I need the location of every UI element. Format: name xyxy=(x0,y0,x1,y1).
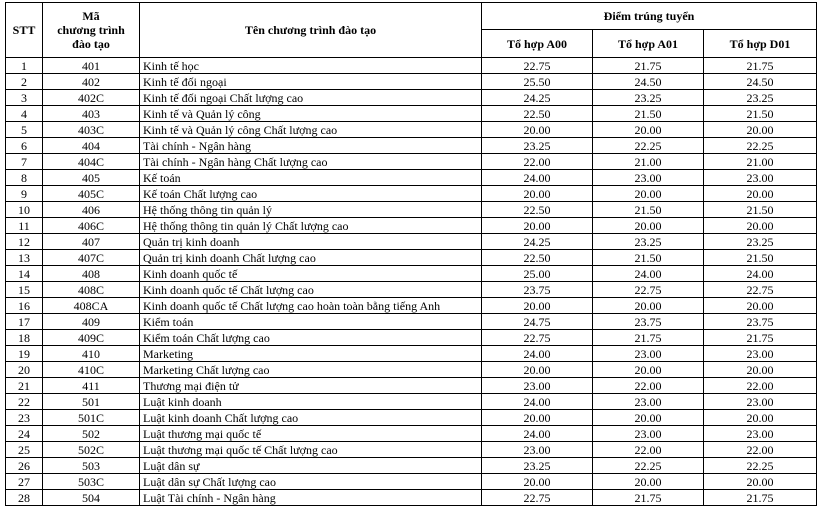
d01-header: Tổ hợp D01 xyxy=(704,30,817,58)
program-code-cell: 501 xyxy=(43,394,140,410)
program-code-cell: 408 xyxy=(43,266,140,282)
program-code-cell: 406 xyxy=(43,202,140,218)
a01-score-cell: 21.50 xyxy=(593,250,704,266)
a00-score-cell: 22.50 xyxy=(482,202,593,218)
header-row-1 xyxy=(6,3,817,30)
program-code-cell: 402C xyxy=(43,90,140,106)
table-row xyxy=(6,378,817,394)
d01-score-cell: 22.25 xyxy=(704,138,817,154)
program-name-cell: Kế toán xyxy=(140,170,482,186)
a01-score-cell: 21.50 xyxy=(593,202,704,218)
d01-score-cell: 23.00 xyxy=(704,394,817,410)
a00-header: Tổ hợp A00 xyxy=(482,30,593,58)
stt-cell: 4 xyxy=(6,106,43,122)
stt-cell: 23 xyxy=(6,410,43,426)
table-row xyxy=(6,122,817,138)
table-row xyxy=(6,186,817,202)
table-row xyxy=(6,154,817,170)
table-row xyxy=(6,298,817,314)
a01-score-cell: 20.00 xyxy=(593,410,704,426)
table-row xyxy=(6,250,817,266)
table-row xyxy=(6,266,817,282)
program-name-cell: Luật dân sự Chất lượng cao xyxy=(140,474,482,490)
program-name-cell: Luật kinh doanh xyxy=(140,394,482,410)
a00-score-cell: 22.00 xyxy=(482,154,593,170)
a01-score-cell: 21.00 xyxy=(593,154,704,170)
program-name-cell: Hệ thống thông tin quản lý xyxy=(140,202,482,218)
program-name-cell: Kinh doanh quốc tế Chất lượng cao hoàn toàn bằng tiếng Anh xyxy=(140,298,482,314)
program-code-cell: 504 xyxy=(43,490,140,506)
program-code-cell: 502C xyxy=(43,442,140,458)
program-code-cell: 403C xyxy=(43,122,140,138)
program-name-cell: Luật dân sự xyxy=(140,458,482,474)
a01-score-cell: 20.00 xyxy=(593,218,704,234)
a00-score-cell: 20.00 xyxy=(482,474,593,490)
a01-score-cell: 24.50 xyxy=(593,74,704,90)
program-code-header-line-3: đào tạo xyxy=(72,37,110,51)
stt-cell: 26 xyxy=(6,458,43,474)
table-row xyxy=(6,410,817,426)
table-row xyxy=(6,58,817,74)
a00-score-cell: 20.00 xyxy=(482,298,593,314)
d01-score-cell: 24.50 xyxy=(704,74,817,90)
program-name-cell: Thương mại điện tử xyxy=(140,378,482,394)
a00-score-cell: 20.00 xyxy=(482,186,593,202)
d01-score-cell: 21.50 xyxy=(704,202,817,218)
program-code-cell: 410 xyxy=(43,346,140,362)
stt-cell: 21 xyxy=(6,378,43,394)
program-name-cell: Kinh tế đối ngoại Chất lượng cao xyxy=(140,90,482,106)
table-row xyxy=(6,330,817,346)
a01-score-cell: 23.00 xyxy=(593,170,704,186)
d01-score-cell: 21.75 xyxy=(704,58,817,74)
admission-scores-table xyxy=(5,2,817,506)
a01-score-cell: 20.00 xyxy=(593,362,704,378)
d01-score-cell: 21.50 xyxy=(704,250,817,266)
d01-score-cell: 23.25 xyxy=(704,234,817,250)
d01-score-cell: 21.50 xyxy=(704,106,817,122)
program-code-cell: 405C xyxy=(43,186,140,202)
table-row xyxy=(6,282,817,298)
program-name-cell: Kinh doanh quốc tế Chất lượng cao xyxy=(140,282,482,298)
program-name-cell: Kinh doanh quốc tế xyxy=(140,266,482,282)
a01-score-cell: 22.25 xyxy=(593,138,704,154)
a00-score-cell: 22.50 xyxy=(482,106,593,122)
table-row xyxy=(6,218,817,234)
d01-score-cell: 21.75 xyxy=(704,490,817,506)
program-code-cell: 409C xyxy=(43,330,140,346)
program-name-cell: Marketing Chất lượng cao xyxy=(140,362,482,378)
stt-cell: 18 xyxy=(6,330,43,346)
a00-score-cell: 22.75 xyxy=(482,490,593,506)
a01-score-cell: 21.50 xyxy=(593,106,704,122)
table-body xyxy=(6,58,817,506)
stt-cell: 2 xyxy=(6,74,43,90)
stt-cell: 14 xyxy=(6,266,43,282)
table-row xyxy=(6,90,817,106)
a01-score-cell: 21.75 xyxy=(593,490,704,506)
a00-score-cell: 23.00 xyxy=(482,442,593,458)
program-name-cell: Kinh tế và Quản lý công Chất lượng cao xyxy=(140,122,482,138)
stt-cell: 6 xyxy=(6,138,43,154)
d01-score-cell: 24.00 xyxy=(704,266,817,282)
program-name-cell: Luật thương mại quốc tế xyxy=(140,426,482,442)
program-name-header: Tên chương trình đào tạo xyxy=(140,3,482,58)
program-name-cell: Hệ thống thông tin quản lý Chất lượng cao xyxy=(140,218,482,234)
a00-score-cell: 23.75 xyxy=(482,282,593,298)
d01-score-cell: 20.00 xyxy=(704,474,817,490)
d01-score-cell: 23.00 xyxy=(704,170,817,186)
stt-cell: 8 xyxy=(6,170,43,186)
a01-score-cell: 24.00 xyxy=(593,266,704,282)
a00-score-cell: 20.00 xyxy=(482,362,593,378)
d01-score-cell: 22.00 xyxy=(704,442,817,458)
stt-cell: 11 xyxy=(6,218,43,234)
score-group-header: Điểm trúng tuyển xyxy=(482,3,817,30)
a01-score-cell: 22.75 xyxy=(593,282,704,298)
program-code-header xyxy=(43,3,140,58)
program-code-cell: 503C xyxy=(43,474,140,490)
a01-score-cell: 23.25 xyxy=(593,90,704,106)
d01-score-cell: 20.00 xyxy=(704,362,817,378)
a01-score-cell: 20.00 xyxy=(593,474,704,490)
stt-cell: 27 xyxy=(6,474,43,490)
table-row xyxy=(6,394,817,410)
d01-score-cell: 22.25 xyxy=(704,458,817,474)
table-row xyxy=(6,346,817,362)
table-row xyxy=(6,170,817,186)
program-name-cell: Kinh tế và Quản lý công xyxy=(140,106,482,122)
table-row xyxy=(6,458,817,474)
a00-score-cell: 22.50 xyxy=(482,250,593,266)
a00-score-cell: 23.25 xyxy=(482,458,593,474)
a01-score-cell: 21.75 xyxy=(593,330,704,346)
program-code-cell: 404 xyxy=(43,138,140,154)
program-name-cell: Quản trị kinh doanh xyxy=(140,234,482,250)
a01-score-cell: 22.00 xyxy=(593,378,704,394)
table-row xyxy=(6,138,817,154)
a00-score-cell: 23.00 xyxy=(482,378,593,394)
d01-score-cell: 23.00 xyxy=(704,426,817,442)
program-name-cell: Luật kinh doanh Chất lượng cao xyxy=(140,410,482,426)
program-name-cell: Tài chính - Ngân hàng xyxy=(140,138,482,154)
a01-score-cell: 23.25 xyxy=(593,234,704,250)
program-name-cell: Kiểm toán xyxy=(140,314,482,330)
a01-score-cell: 23.75 xyxy=(593,314,704,330)
stt-cell: 7 xyxy=(6,154,43,170)
d01-score-cell: 22.00 xyxy=(704,378,817,394)
program-code-cell: 408C xyxy=(43,282,140,298)
table-row xyxy=(6,426,817,442)
d01-score-cell: 23.00 xyxy=(704,346,817,362)
stt-cell: 1 xyxy=(6,58,43,74)
table-row xyxy=(6,490,817,506)
a01-score-cell: 20.00 xyxy=(593,122,704,138)
d01-score-cell: 20.00 xyxy=(704,186,817,202)
stt-cell: 3 xyxy=(6,90,43,106)
stt-cell: 20 xyxy=(6,362,43,378)
table-row xyxy=(6,442,817,458)
stt-cell: 28 xyxy=(6,490,43,506)
program-code-cell: 405 xyxy=(43,170,140,186)
program-name-cell: Tài chính - Ngân hàng Chất lượng cao xyxy=(140,154,482,170)
a00-score-cell: 24.00 xyxy=(482,394,593,410)
program-name-cell: Kế toán Chất lượng cao xyxy=(140,186,482,202)
a00-score-cell: 24.00 xyxy=(482,346,593,362)
a01-score-cell: 23.00 xyxy=(593,394,704,410)
stt-cell: 13 xyxy=(6,250,43,266)
table-row xyxy=(6,202,817,218)
a01-score-cell: 23.00 xyxy=(593,346,704,362)
program-code-cell: 408CA xyxy=(43,298,140,314)
program-code-cell: 407C xyxy=(43,250,140,266)
stt-cell: 16 xyxy=(6,298,43,314)
program-code-cell: 407 xyxy=(43,234,140,250)
program-code-cell: 403 xyxy=(43,106,140,122)
stt-cell: 24 xyxy=(6,426,43,442)
d01-score-cell: 20.00 xyxy=(704,122,817,138)
a01-score-cell: 22.25 xyxy=(593,458,704,474)
program-name-cell: Marketing xyxy=(140,346,482,362)
table-row xyxy=(6,314,817,330)
stt-cell: 12 xyxy=(6,234,43,250)
table-row xyxy=(6,362,817,378)
stt-cell: 5 xyxy=(6,122,43,138)
program-name-cell: Luật Tài chính - Ngân hàng xyxy=(140,490,482,506)
table-row xyxy=(6,74,817,90)
program-code-cell: 502 xyxy=(43,426,140,442)
d01-score-cell: 20.00 xyxy=(704,218,817,234)
d01-score-cell: 23.25 xyxy=(704,90,817,106)
a00-score-cell: 20.00 xyxy=(482,410,593,426)
d01-score-cell: 20.00 xyxy=(704,298,817,314)
program-name-cell: Kinh tế đối ngoại xyxy=(140,74,482,90)
program-name-cell: Quản trị kinh doanh Chất lượng cao xyxy=(140,250,482,266)
d01-score-cell: 21.75 xyxy=(704,330,817,346)
table-row xyxy=(6,106,817,122)
stt-cell: 10 xyxy=(6,202,43,218)
a00-score-cell: 24.25 xyxy=(482,234,593,250)
program-code-cell: 503 xyxy=(43,458,140,474)
program-code-header-line-1: Mã xyxy=(82,9,100,23)
d01-score-cell: 21.00 xyxy=(704,154,817,170)
program-name-cell: Kiểm toán Chất lượng cao xyxy=(140,330,482,346)
program-code-cell: 402 xyxy=(43,74,140,90)
a00-score-cell: 22.75 xyxy=(482,330,593,346)
d01-score-cell: 23.75 xyxy=(704,314,817,330)
a01-score-cell: 20.00 xyxy=(593,186,704,202)
program-code-cell: 401 xyxy=(43,58,140,74)
a01-score-cell: 21.75 xyxy=(593,58,704,74)
d01-score-cell: 22.75 xyxy=(704,282,817,298)
program-name-cell: Luật thương mại quốc tế Chất lượng cao xyxy=(140,442,482,458)
a00-score-cell: 24.25 xyxy=(482,90,593,106)
table-row xyxy=(6,474,817,490)
stt-cell: 25 xyxy=(6,442,43,458)
a01-score-cell: 20.00 xyxy=(593,298,704,314)
a01-score-cell: 22.00 xyxy=(593,442,704,458)
a01-header: Tổ hợp A01 xyxy=(593,30,704,58)
a00-score-cell: 22.75 xyxy=(482,58,593,74)
a01-score-cell: 23.00 xyxy=(593,426,704,442)
program-code-cell: 406C xyxy=(43,218,140,234)
stt-cell: 17 xyxy=(6,314,43,330)
stt-cell: 15 xyxy=(6,282,43,298)
table-row xyxy=(6,234,817,250)
a00-score-cell: 20.00 xyxy=(482,218,593,234)
a00-score-cell: 24.00 xyxy=(482,426,593,442)
a00-score-cell: 20.00 xyxy=(482,122,593,138)
stt-cell: 9 xyxy=(6,186,43,202)
a00-score-cell: 24.00 xyxy=(482,170,593,186)
program-code-cell: 404C xyxy=(43,154,140,170)
program-code-cell: 410C xyxy=(43,362,140,378)
stt-cell: 22 xyxy=(6,394,43,410)
program-code-cell: 411 xyxy=(43,378,140,394)
d01-score-cell: 20.00 xyxy=(704,410,817,426)
stt-cell: 19 xyxy=(6,346,43,362)
program-code-cell: 409 xyxy=(43,314,140,330)
program-name-cell: Kinh tế học xyxy=(140,58,482,74)
a00-score-cell: 24.75 xyxy=(482,314,593,330)
program-code-header-line-2: chương trình xyxy=(57,23,125,37)
a00-score-cell: 25.00 xyxy=(482,266,593,282)
stt-header: STT xyxy=(6,3,43,58)
a00-score-cell: 23.25 xyxy=(482,138,593,154)
program-code-cell: 501C xyxy=(43,410,140,426)
a00-score-cell: 25.50 xyxy=(482,74,593,90)
